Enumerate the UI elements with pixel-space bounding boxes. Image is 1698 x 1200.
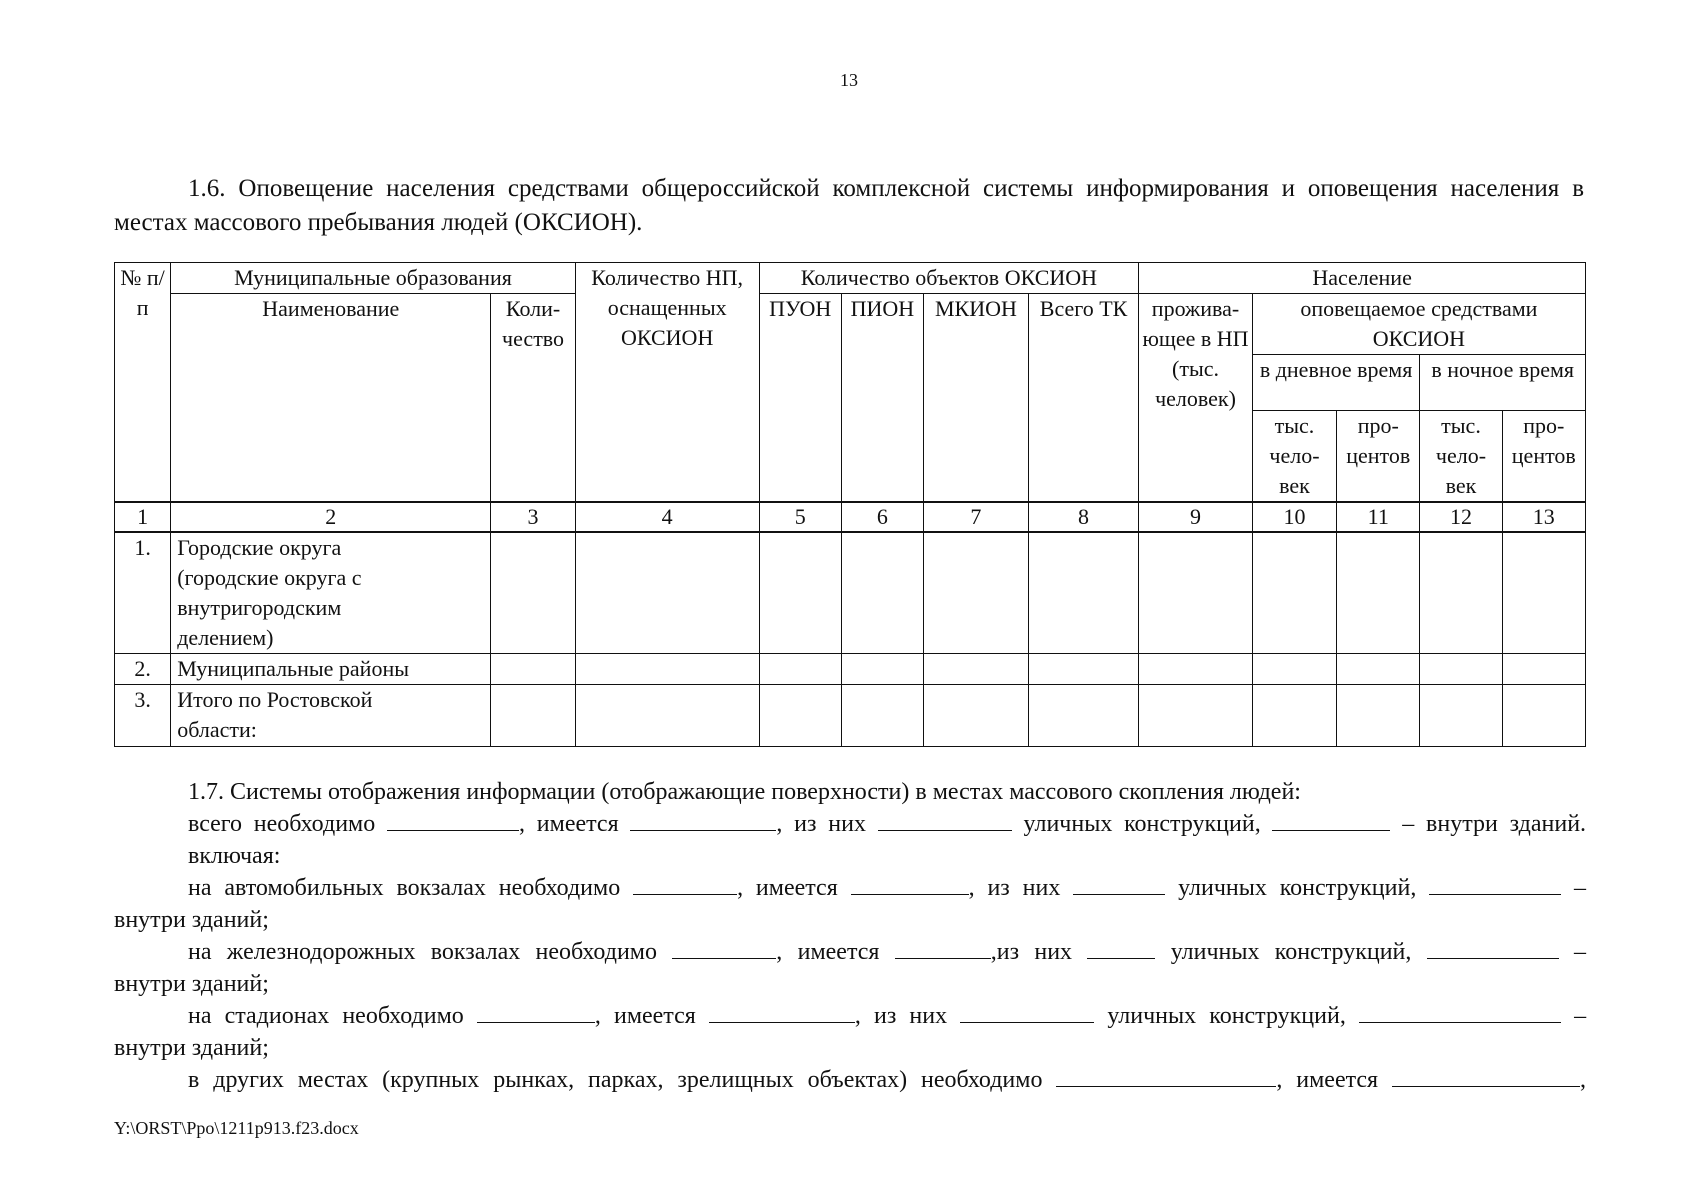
col-number: 8 [1028,502,1138,532]
table-cell[interactable] [575,654,759,685]
table-cell[interactable] [923,654,1028,685]
col-number: 5 [759,502,841,532]
col-number: 4 [575,502,759,532]
table-cell[interactable] [1028,685,1138,747]
header-mkion: МКИОН [923,294,1028,502]
table-cell[interactable] [1139,654,1253,685]
blank-field[interactable] [387,808,519,831]
page-number: 13 [840,70,858,90]
header-living: прожива-ющее в НП (тыс. человек) [1139,294,1253,502]
table-cell[interactable] [1139,685,1253,747]
table-row [115,532,1586,654]
header-objects: Количество объектов ОКСИОН [759,263,1139,294]
blank-field[interactable] [1427,936,1559,959]
section-1-6-heading: 1.6. Оповещение населения средствами общероссийской комплексной системы информирования и оповещения населения в местах массового пребывания людей (ОКСИОН). [114,175,1584,236]
header-no: № п/п [115,263,171,502]
table-cell[interactable] [923,685,1028,747]
header-thousand-day: тыс. чело-век [1252,411,1336,502]
header-name: Наименование [171,294,491,502]
table-cell[interactable] [759,685,841,747]
table-cell[interactable] [1028,532,1138,654]
blank-field[interactable] [1087,936,1155,959]
table-cell[interactable] [1139,532,1253,654]
table-row [115,654,1586,685]
blank-field[interactable] [1392,1064,1580,1087]
blank-field[interactable] [960,1000,1094,1023]
col-number: 11 [1337,502,1420,532]
row-name: Итого по Ростовской области: [171,685,491,747]
line-total: всего необходимо , имеется , из них уличных конструкций, – внутри зданий. [114,808,1586,840]
blank-field[interactable] [851,872,969,895]
table-cell[interactable] [1502,654,1585,685]
table-cell[interactable] [491,654,575,685]
header-population: Население [1139,263,1586,294]
header-night: в ночное время [1420,355,1586,411]
blank-field[interactable] [1073,872,1165,895]
table-cell[interactable] [841,532,923,654]
section-1-7-heading: 1.7. Системы отображения информации (отображающие поверхности) в местах массового скопления людей: [188,779,1301,805]
header-total-tk: Всего ТК [1028,294,1138,502]
table-cell[interactable] [1420,654,1502,685]
col-number: 13 [1502,502,1585,532]
file-path-footer: Y:\ORST\Ppo\1211p913.f23.docx [114,1118,359,1138]
line-inside-2: внутри зданий; [114,971,269,997]
blank-field[interactable] [878,808,1012,831]
table-cell[interactable] [1420,532,1502,654]
oksion-table [114,262,1586,747]
line-stadiums: на стадионах необходимо , имеется , из них уличных конструкций, – [114,1000,1586,1032]
row-name: Городские округа (городские округа с внутригородским делением) [171,532,491,654]
col-number: 1 [115,502,171,532]
table-cell[interactable] [575,532,759,654]
col-number: 2 [171,502,491,532]
blank-field[interactable] [477,1000,595,1023]
header-percent-day: про-центов [1337,411,1420,502]
col-number: 3 [491,502,575,532]
blank-field[interactable] [1429,872,1561,895]
header-day: в дневное время [1252,355,1420,411]
row-name: Муниципальные районы [171,654,491,685]
line-other-places: в других местах (крупных рынках, парках, зрелищных объектах) необходимо , имеется , [114,1064,1586,1096]
header-municipal: Муниципальные образования [171,263,576,294]
table-cell[interactable] [1502,532,1585,654]
row-number: 1. [115,532,171,654]
blank-field[interactable] [709,1000,855,1023]
section-1-7 [114,776,1586,1096]
header-notified: оповещаемое средствами ОКСИОН [1252,294,1585,355]
header-puon: ПУОН [759,294,841,502]
table-cell[interactable] [491,532,575,654]
blank-field[interactable] [1272,808,1390,831]
col-number: 7 [923,502,1028,532]
blank-field[interactable] [672,936,776,959]
line-including: включая: [188,843,281,869]
table-cell[interactable] [841,685,923,747]
table-cell[interactable] [1337,654,1420,685]
table-cell[interactable] [1337,532,1420,654]
table-cell[interactable] [841,654,923,685]
line-rail-stations: на железнодорожных вокзалах необходимо , имеется ,из них уличных конструкций, – [114,936,1586,968]
table-row [115,685,1586,747]
table-cell[interactable] [759,654,841,685]
table-cell[interactable] [923,532,1028,654]
blank-field[interactable] [895,936,991,959]
line-inside-1: внутри зданий; [114,907,269,933]
table-cell[interactable] [759,532,841,654]
header-thousand-night: тыс. чело-век [1420,411,1502,502]
header-percent-night: про-центов [1502,411,1585,502]
table-cell[interactable] [1252,532,1336,654]
col-number: 9 [1139,502,1253,532]
col-number: 10 [1252,502,1336,532]
table-cell[interactable] [1502,685,1585,747]
table-cell[interactable] [1028,654,1138,685]
table-cell[interactable] [1337,685,1420,747]
table-cell[interactable] [491,685,575,747]
col-number: 12 [1420,502,1502,532]
blank-field[interactable] [1056,1064,1276,1087]
line-bus-stations: на автомобильных вокзалах необходимо , имеется , из них уличных конструкций, – [114,872,1586,904]
line-inside-3: внутри зданий; [114,1035,269,1061]
table-cell[interactable] [1252,654,1336,685]
col-number: 6 [841,502,923,532]
blank-field[interactable] [633,872,737,895]
row-number: 2. [115,654,171,685]
header-pion: ПИОН [841,294,923,502]
blank-field[interactable] [1359,1000,1561,1023]
header-count: Коли-чество [491,294,575,502]
row-number: 3. [115,685,171,747]
blank-field[interactable] [630,808,776,831]
table-cell[interactable] [1252,685,1336,747]
table-cell[interactable] [1420,685,1502,747]
table-cell[interactable] [575,685,759,747]
header-np-count: Количество НП, оснащенных ОКСИОН [575,263,759,502]
